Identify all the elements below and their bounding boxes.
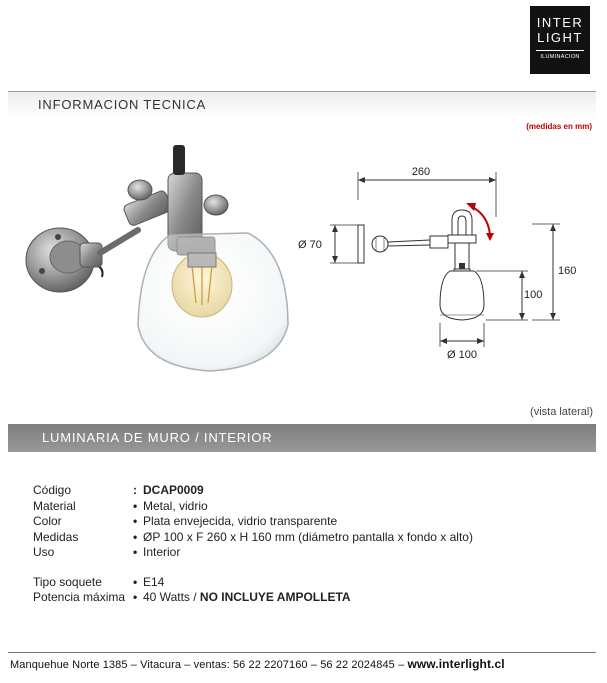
spec-row-power bbox=[33, 590, 473, 606]
spec-row-material bbox=[33, 499, 473, 515]
bulb-not-included-note: NO INCLUYE AMPOLLETA bbox=[199, 590, 351, 604]
spec-row-color bbox=[33, 514, 473, 530]
logo-line2: LIGHT bbox=[537, 30, 583, 45]
spec-separator: : bbox=[133, 483, 137, 497]
power-value: 40 Watts / bbox=[143, 590, 200, 604]
base-diameter-dimension: Ø 70 bbox=[298, 239, 322, 251]
tech-info-title: INFORMACION TECNICA bbox=[38, 97, 207, 112]
spec-value: E14 bbox=[143, 574, 165, 589]
spec-value: Interior bbox=[143, 545, 181, 559]
brand-logo bbox=[530, 6, 590, 74]
product-category-bar bbox=[8, 424, 596, 452]
logo-rule bbox=[536, 50, 584, 51]
spec-label: Código bbox=[33, 483, 72, 497]
spec-label: Uso bbox=[33, 545, 55, 559]
footer-dash: – bbox=[130, 659, 137, 671]
total-height-dimension: 160 bbox=[558, 265, 577, 277]
spec-value: Metal, vidrio bbox=[143, 498, 208, 513]
footer-phone-sales: ventas: 56 22 2207160 bbox=[193, 659, 308, 671]
units-note: (medidas en mm) bbox=[526, 122, 592, 131]
footer-city: Vitacura bbox=[140, 659, 182, 671]
tech-info-bar bbox=[8, 91, 596, 119]
spec-separator: • bbox=[133, 574, 138, 589]
spec-label: Potencia máxima bbox=[33, 590, 126, 604]
spec-separator: • bbox=[133, 498, 138, 513]
product-photo bbox=[20, 135, 300, 385]
footer-dash: – bbox=[184, 659, 191, 671]
footer-dash: – bbox=[398, 659, 405, 671]
footer-contact bbox=[10, 657, 505, 671]
spec-separator: • bbox=[133, 514, 138, 528]
spec-table bbox=[33, 483, 473, 606]
spec-value: DCAP0009 bbox=[143, 483, 204, 497]
spec-row-use bbox=[33, 545, 473, 561]
footer-address: Manquehue Norte 1385 bbox=[10, 659, 128, 671]
spec-label: Color bbox=[33, 514, 62, 528]
spec-value: ØP 100 x F 260 x H 160 mm (diámetro pantalla x fondo x alto) bbox=[143, 529, 473, 544]
spec-separator: • bbox=[133, 545, 138, 559]
spec-value bbox=[143, 590, 351, 606]
spec-label: Medidas bbox=[33, 529, 79, 544]
shade-height-dimension: 100 bbox=[524, 289, 543, 301]
footer-dash: – bbox=[310, 659, 318, 671]
dimension-diagram bbox=[290, 155, 600, 370]
footer-website-link[interactable]: www.interlight.cl bbox=[407, 657, 505, 671]
logo-line1: INTER bbox=[536, 15, 584, 30]
spec-separator: • bbox=[133, 529, 138, 544]
spec-label: Material bbox=[33, 498, 76, 513]
spec-value: Plata envejecida, vidrio transparente bbox=[143, 514, 338, 528]
logo-line3: ILUMINACION bbox=[540, 54, 580, 60]
spec-separator: • bbox=[133, 590, 138, 604]
footer-divider bbox=[8, 652, 596, 653]
footer-phone-2: 56 22 2024845 bbox=[320, 659, 395, 671]
product-category-title: LUMINARIA DE MURO / INTERIOR bbox=[42, 430, 273, 445]
width-dimension: 260 bbox=[411, 166, 431, 178]
spec-row-code bbox=[33, 483, 473, 499]
view-label: (vista lateral) bbox=[530, 406, 593, 418]
spec-label: Tipo soquete bbox=[33, 574, 102, 589]
shade-diameter-dimension: Ø 100 bbox=[447, 349, 477, 361]
spec-row-socket bbox=[33, 575, 473, 591]
spec-row-dimensions bbox=[33, 530, 473, 546]
